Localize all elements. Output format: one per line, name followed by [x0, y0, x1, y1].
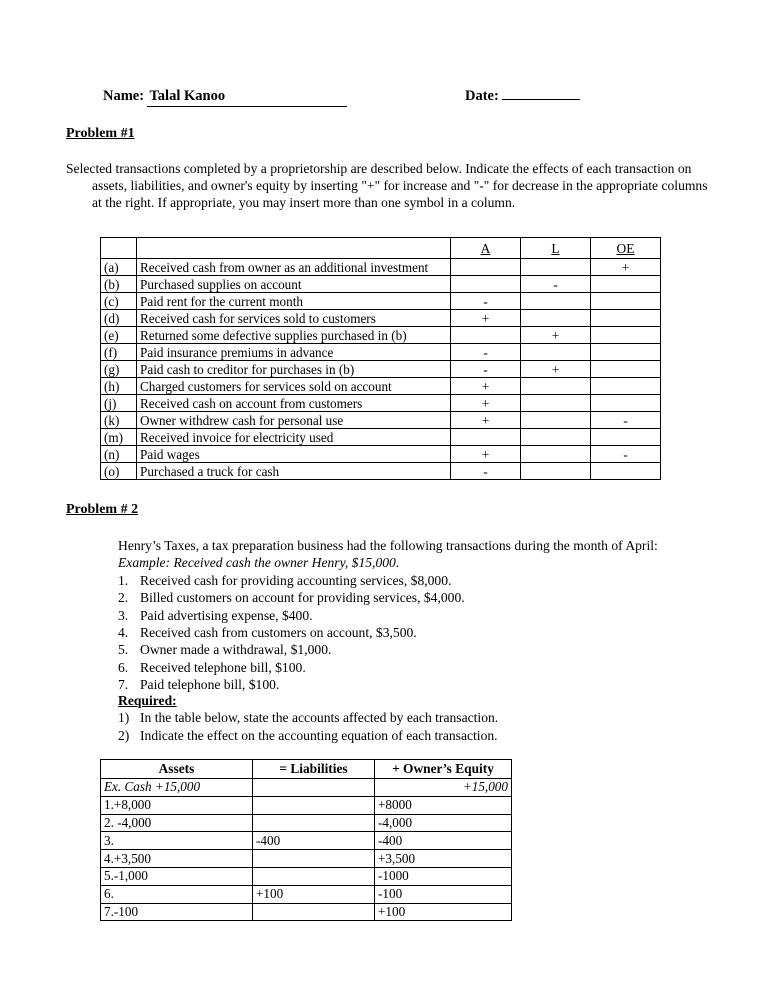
table-row [101, 850, 512, 868]
date-field-group [465, 88, 580, 105]
cell-liabilities[interactable] [521, 395, 591, 412]
cell-owners-equity[interactable]: + [591, 259, 661, 276]
row-key-(f)[interactable]: (f) [101, 344, 137, 361]
list-item-number: 6. [118, 659, 129, 675]
cell-liabilities[interactable]: + [521, 361, 591, 378]
header-label-assets: A [480, 240, 491, 256]
cell-liabilities[interactable] [253, 903, 375, 921]
cell-owners-equity[interactable] [591, 344, 661, 361]
row-description[interactable]: Received cash from owner as an additional investment [137, 259, 451, 276]
row-key-(a)[interactable]: (a) [101, 259, 137, 276]
table-row [101, 293, 661, 310]
cell-liabilities[interactable] [253, 850, 375, 868]
row-key-(n)[interactable]: (n) [101, 446, 137, 463]
name-input[interactable]: Talal Kanoo [147, 88, 347, 107]
cell-assets[interactable]: 1.+8,000 [101, 796, 253, 814]
row-description[interactable]: Purchased supplies on account [137, 276, 451, 293]
cell-owners-equity[interactable]: -1000 [375, 867, 512, 885]
table-row [101, 446, 661, 463]
list-item-number: 4. [118, 625, 129, 641]
cell-owners-equity[interactable]: -4,000 [375, 814, 512, 832]
cell-owners-equity[interactable]: - [591, 446, 661, 463]
header-label-liabilities: L [551, 240, 560, 256]
accounting-equation-table [100, 759, 512, 921]
cell-liabilities[interactable] [521, 412, 591, 429]
row-key-(o)[interactable]: (o) [101, 463, 137, 480]
cell-liabilities[interactable]: +100 [253, 885, 375, 903]
list-item-text: Paid telephone bill, $100. [140, 677, 280, 693]
row-description[interactable]: Paid cash to creditor for purchases in (b) [137, 361, 451, 378]
required-item-text: In the table below, state the accounts affected by each transaction. [140, 710, 499, 726]
cell-liabilities[interactable] [521, 429, 591, 446]
table-row [101, 310, 661, 327]
row-description[interactable]: Returned some defective supplies purchased in (b) [137, 327, 451, 344]
table-row [101, 463, 661, 480]
cell-owners-equity[interactable]: - [591, 412, 661, 429]
cell-assets[interactable] [451, 276, 521, 293]
header-cell-liabilities [521, 238, 591, 259]
name-date-row [0, 88, 768, 110]
list-item [118, 607, 694, 624]
table-row [101, 327, 661, 344]
row-key-(d)[interactable]: (d) [101, 310, 137, 327]
cell-assets[interactable]: + [451, 378, 521, 395]
list-item-text: Received telephone bill, $100. [140, 659, 306, 675]
cell-owners-equity[interactable]: +3,500 [375, 850, 512, 868]
cell-assets[interactable]: - [451, 361, 521, 378]
cell-assets[interactable] [451, 259, 521, 276]
transaction-effects-table [100, 237, 661, 480]
row-description[interactable]: Paid rent for the current month [137, 293, 451, 310]
table-row [101, 814, 512, 832]
cell-assets[interactable]: + [451, 412, 521, 429]
list-item-number: 5. [118, 642, 129, 658]
problem1-heading: Problem #1 [66, 126, 135, 141]
cell-assets[interactable]: + [451, 310, 521, 327]
table-row [101, 832, 512, 850]
list-item-text: Owner made a withdrawal, $1,000. [140, 642, 332, 658]
required-item-number: 1) [118, 710, 130, 726]
row-description[interactable]: Received invoice for electricity used [137, 429, 451, 446]
table-row [101, 378, 661, 395]
list-item-number: 2. [118, 590, 129, 606]
problem2-heading: Problem # 2 [66, 502, 139, 517]
table-row [101, 779, 512, 797]
cell-liabilities[interactable] [521, 310, 591, 327]
header-cell-assets [451, 238, 521, 259]
required-item [118, 727, 694, 744]
header-cell-key [101, 238, 137, 259]
table-row [101, 361, 661, 378]
cell-assets[interactable]: 6. [101, 885, 253, 903]
list-item-number: 1. [118, 572, 129, 588]
list-item-text: Received cash from customers on account, $3,500. [140, 625, 417, 641]
list-item [118, 659, 694, 676]
row-description[interactable]: Received cash on account from customers [137, 395, 451, 412]
cell-assets[interactable]: + [451, 446, 521, 463]
cell-liabilities[interactable] [253, 814, 375, 832]
cell-owners-equity[interactable] [591, 361, 661, 378]
row-description[interactable]: Owner withdrew cash for personal use [137, 412, 451, 429]
required-items-list [118, 709, 694, 744]
table-row [101, 259, 661, 276]
problem2-transaction-list [118, 572, 694, 694]
problem1-instructions: Selected transactions completed by a proprietorship are described below. Indicate the effects of each transaction on assets, liabilities, and owner's equity by inserting "+" for increase and "-" for decrease in the appropriate columns at the right. If appropriate, you may insert more than one symbol in a column. [66, 161, 708, 211]
cell-liabilities[interactable]: + [521, 327, 591, 344]
row-description[interactable]: Charged customers for services sold on account [137, 378, 451, 395]
effects-table-body [101, 259, 661, 480]
cell-liabilities[interactable] [253, 779, 375, 797]
effects-table-header-row [101, 238, 661, 259]
list-item-text: Paid advertising expense, $400. [140, 607, 313, 623]
cell-owners-equity[interactable] [591, 327, 661, 344]
problem2-body [118, 537, 694, 694]
cell-assets[interactable]: - [451, 293, 521, 310]
cell-owners-equity[interactable] [591, 463, 661, 480]
table-row [101, 344, 661, 361]
table-row [101, 276, 661, 293]
list-item [118, 589, 694, 606]
table-row [101, 796, 512, 814]
cell-assets[interactable] [451, 429, 521, 446]
cell-liabilities[interactable]: - [521, 276, 591, 293]
date-input[interactable] [502, 98, 580, 100]
cell-owners-equity[interactable]: -400 [375, 832, 512, 850]
row-description[interactable]: Received cash for services sold to customers [137, 310, 451, 327]
cell-liabilities[interactable] [521, 463, 591, 480]
required-item-text: Indicate the effect on the accounting equation of each transaction. [140, 727, 498, 743]
name-field-group [103, 88, 347, 107]
date-label: Date: [465, 88, 499, 104]
cell-owners-equity[interactable] [591, 276, 661, 293]
cell-owners-equity[interactable]: +8000 [375, 796, 512, 814]
header-cell-liabilities-eq: = Liabilities [253, 760, 375, 779]
table-row [101, 903, 512, 921]
list-item-text: Received cash for providing accounting services, $8,000. [140, 572, 452, 588]
cell-owners-equity[interactable] [591, 310, 661, 327]
cell-assets[interactable]: 5.-1,000 [101, 867, 253, 885]
row-key-(h)[interactable]: (h) [101, 378, 137, 395]
row-description[interactable]: Paid wages [137, 446, 451, 463]
row-key-(e)[interactable]: (e) [101, 327, 137, 344]
cell-assets[interactable]: Ex. Cash +15,000 [101, 779, 253, 797]
cell-assets[interactable]: + [451, 395, 521, 412]
cell-liabilities[interactable]: -400 [253, 832, 375, 850]
table-row [101, 885, 512, 903]
cell-assets[interactable]: 2. -4,000 [101, 814, 253, 832]
cell-owners-equity[interactable]: -100 [375, 885, 512, 903]
header-cell-description [137, 238, 451, 259]
cell-owners-equity[interactable] [591, 395, 661, 412]
row-description[interactable]: Paid insurance premiums in advance [137, 344, 451, 361]
header-label-owners-equity: OE [616, 240, 635, 256]
cell-assets[interactable]: 4.+3,500 [101, 850, 253, 868]
cell-assets[interactable] [451, 327, 521, 344]
cell-liabilities[interactable] [253, 796, 375, 814]
problem2-required-section [118, 692, 694, 744]
cell-assets[interactable]: 7.-100 [101, 903, 253, 921]
cell-owners-equity[interactable]: +100 [375, 903, 512, 921]
list-item [118, 624, 694, 641]
table-row [101, 395, 661, 412]
row-key-(g)[interactable]: (g) [101, 361, 137, 378]
required-item [118, 709, 694, 726]
equation-table-body [101, 779, 512, 921]
cell-liabilities[interactable] [521, 293, 591, 310]
cell-owners-equity[interactable] [591, 378, 661, 395]
cell-liabilities[interactable] [521, 378, 591, 395]
cell-liabilities[interactable] [521, 259, 591, 276]
cell-liabilities[interactable] [253, 867, 375, 885]
list-item-text: Billed customers on account for providing services, $4,000. [140, 590, 465, 606]
table-row [101, 412, 661, 429]
row-description[interactable]: Purchased a truck for cash [137, 463, 451, 480]
row-key-(m)[interactable]: (m) [101, 429, 137, 446]
list-item [118, 641, 694, 658]
effects-table-head [101, 238, 661, 259]
cell-owners-equity[interactable] [591, 293, 661, 310]
row-key-(k)[interactable]: (k) [101, 412, 137, 429]
header-cell-owners-equity-eq: + Owner’s Equity [375, 760, 512, 779]
list-item-number: 3. [118, 607, 129, 623]
table-row [101, 867, 512, 885]
cell-owners-equity[interactable]: +15,000 [375, 779, 512, 797]
cell-assets[interactable]: - [451, 344, 521, 361]
row-key-(b)[interactable]: (b) [101, 276, 137, 293]
equation-table-head [101, 760, 512, 779]
table-row [101, 429, 661, 446]
header-cell-owners-equity [591, 238, 661, 259]
header-cell-assets-eq: Assets [101, 760, 253, 779]
cell-liabilities[interactable] [521, 344, 591, 361]
name-label: Name: [103, 88, 145, 104]
cell-liabilities[interactable] [521, 446, 591, 463]
row-key-(j)[interactable]: (j) [101, 395, 137, 412]
cell-assets[interactable]: - [451, 463, 521, 480]
list-item-number: 7. [118, 677, 129, 693]
problem2-example: Example: Received cash the owner Henry, $15,000. [118, 555, 400, 571]
cell-assets[interactable]: 3. [101, 832, 253, 850]
cell-owners-equity[interactable] [591, 429, 661, 446]
problem2-intro: Henry’s Taxes, a tax preparation business had the following transactions during the month of April: [118, 538, 658, 553]
required-item-number: 2) [118, 727, 130, 743]
equation-table-header-row [101, 760, 512, 779]
required-heading: Required: [118, 693, 177, 708]
list-item [118, 572, 694, 589]
row-key-(c)[interactable]: (c) [101, 293, 137, 310]
